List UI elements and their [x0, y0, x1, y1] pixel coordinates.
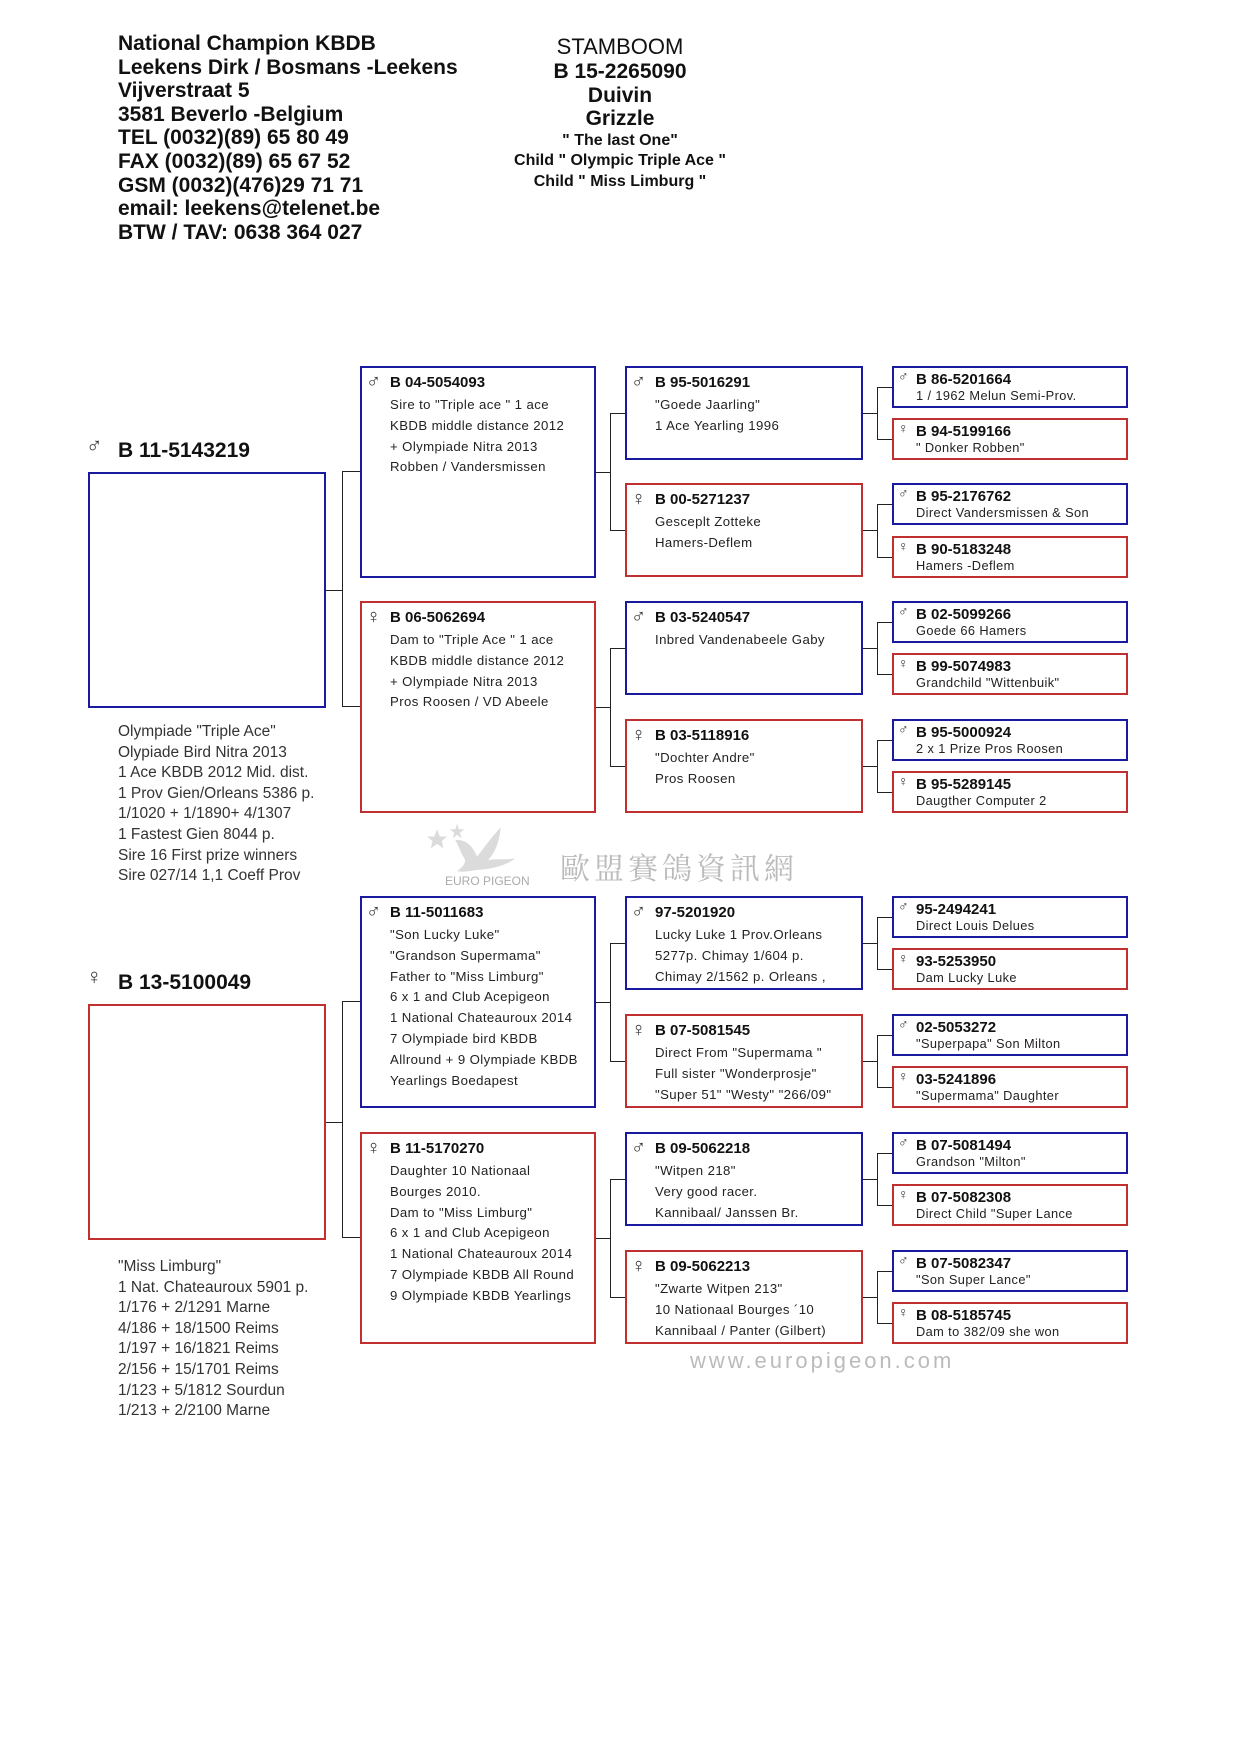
description-line: Direct Child "Super Lance: [916, 1206, 1073, 1221]
ring-number: B 06-5062694: [390, 609, 486, 626]
description-line: Direct From "Supermama ": [655, 1045, 822, 1060]
connector-line: [877, 1035, 892, 1036]
sire-note: 1 Prov Gien/Orleans 5386 p.: [118, 784, 315, 802]
description-line: 6 x 1 and Club Acepigeon: [390, 989, 550, 1005]
male-symbol-icon: ♂: [631, 371, 646, 393]
sire-note: Olypiade Bird Nitra 2013: [118, 743, 287, 761]
pigeon-card: [892, 418, 1128, 460]
connector-line: [877, 1271, 892, 1272]
ring-number: B 00-5271237: [655, 491, 751, 508]
male-symbol-icon: ♂: [631, 901, 646, 923]
connector-line: [610, 530, 625, 531]
pigeon-card: [625, 896, 863, 990]
female-symbol-icon: ♀: [898, 1068, 909, 1084]
ring-number: B 95-2176762: [916, 488, 1012, 505]
sire-notes: [118, 722, 314, 887]
male-symbol-icon: ♂: [898, 603, 909, 619]
description-line: Kannibaal/ Janssen Br.: [655, 1204, 799, 1220]
female-symbol-icon: ♀: [631, 488, 646, 510]
male-symbol-icon: ♂: [898, 1016, 909, 1032]
pigeon-card: [625, 719, 863, 813]
ring-number: B 90-5183248: [916, 541, 1012, 558]
ring-number: 93-5253950: [916, 953, 997, 970]
ring-number: B 95-5016291: [655, 374, 751, 391]
sire-note: Olympiade "Triple Ace": [118, 723, 276, 740]
connector-line: [863, 1061, 877, 1062]
pigeon-card: [625, 366, 863, 460]
pigeon-name: " The last One": [562, 131, 678, 149]
pigeon-description: [916, 1154, 1026, 1170]
pigeon-description: [655, 512, 761, 554]
pigeon-description: [916, 1088, 1059, 1104]
connector-line: [877, 674, 892, 675]
description-line: "Son Lucky Luke": [390, 927, 500, 942]
connector-line: [863, 413, 877, 414]
connector-line: [326, 590, 342, 591]
ring-number: B 02-5099266: [916, 606, 1012, 623]
breeder-names: Leekens Dirk / Bosmans -Leekens: [118, 55, 458, 79]
description-line: "Goede Jaarling": [655, 397, 761, 412]
female-symbol-icon: ♀: [898, 1186, 909, 1202]
description-line: 1 National Chateauroux 2014: [390, 1246, 573, 1262]
connector-line: [877, 622, 892, 623]
pigeon-card: [625, 1014, 863, 1108]
pigeon-description: [916, 918, 1035, 934]
male-symbol-icon: ♂: [631, 606, 646, 628]
description-line: "Son Super Lance": [916, 1272, 1031, 1287]
pigeon-description: [655, 1043, 831, 1105]
description-line: 7 Olympiade bird KBDB: [390, 1030, 538, 1046]
pigeon-description: [390, 395, 564, 478]
pigeon-description: [916, 388, 1077, 404]
connector-line: [610, 648, 625, 649]
description-line: Pros Roosen: [655, 770, 736, 786]
connector-line: [877, 1153, 892, 1154]
connector-line: [342, 1237, 360, 1238]
breeder-email: email: leekens@telenet.be: [118, 197, 381, 221]
description-line: Daughter 10 Nationaal: [390, 1163, 531, 1178]
pigeon-card: [625, 601, 863, 695]
male-symbol-icon: ♂: [631, 1137, 646, 1159]
description-line: 1 Ace Yearling 1996: [655, 417, 780, 433]
pigeon-color: Grizzle: [585, 107, 655, 130]
description-line: Lucky Luke 1 Prov.Orleans: [655, 927, 823, 942]
ring-number: B 09-5062218: [655, 1140, 751, 1157]
description-line: Robben / Vandersmissen: [390, 459, 546, 475]
pigeon-card: [892, 1066, 1128, 1108]
female-symbol-icon: ♀: [898, 420, 909, 436]
description-line: Grandchild "Wittenbuik": [916, 675, 1060, 690]
connector-line: [610, 1297, 625, 1298]
pigeon-description: [916, 793, 1047, 809]
connector-line: [877, 622, 878, 675]
dam-ring: B 13-5100049: [118, 971, 252, 994]
male-symbol-icon: ♂: [898, 1252, 909, 1268]
female-symbol-icon: ♀: [898, 538, 909, 554]
male-symbol-icon: ♂: [366, 901, 381, 923]
female-symbol-icon: ♀: [631, 1255, 646, 1277]
pigeon-description: [655, 630, 825, 651]
description-line: KBDB middle distance 2012: [390, 652, 565, 668]
ring-number: B 07-5082308: [916, 1189, 1012, 1206]
breeder-tel: TEL (0032)(89) 65 80 49: [118, 126, 349, 150]
ring-number: B 86-5201664: [916, 371, 1012, 388]
watermark-label: EURO PIGEON: [445, 874, 530, 888]
pigeon-card: [360, 366, 596, 578]
description-line: Inbred Vandenabeele Gaby: [655, 632, 825, 647]
pigeon-description: [655, 748, 755, 790]
male-symbol-icon: ♂: [898, 368, 909, 384]
pigeon-card: [892, 948, 1128, 990]
female-symbol-icon: ♀: [898, 1304, 909, 1320]
pigeon-card: [892, 1184, 1128, 1226]
pigeon-description: [916, 741, 1063, 757]
pigeon-card: [892, 536, 1128, 578]
description-line: KBDB middle distance 2012: [390, 417, 565, 433]
connector-line: [877, 387, 878, 440]
connector-line: [596, 472, 610, 473]
breeder-title: National Champion KBDB: [118, 32, 376, 55]
connector-line: [877, 1205, 892, 1206]
ring-number: B 07-5082347: [916, 1255, 1012, 1272]
pigeon-description: [655, 395, 779, 437]
female-symbol-icon: ♀: [631, 724, 646, 746]
description-line: "Zwarte Witpen 213": [655, 1281, 783, 1296]
sire-ring: B 11-5143219: [118, 439, 250, 462]
watermark-url: www.europigeon.com: [690, 1348, 955, 1373]
connector-line: [877, 740, 878, 793]
connector-line: [342, 471, 360, 472]
description-line: Hamers-Deflem: [655, 534, 753, 550]
pigeon-description: [390, 630, 564, 713]
dam-notes: [118, 1257, 308, 1422]
connector-line: [610, 1179, 625, 1180]
connector-line: [863, 1179, 877, 1180]
connector-line: [877, 1153, 878, 1206]
description-line: Dam to 382/09 she won: [916, 1324, 1060, 1339]
pigeon-card: [892, 1302, 1128, 1344]
pigeon-description: [390, 925, 578, 1091]
breeder-vat: BTW / TAV: 0638 364 027: [118, 220, 363, 244]
male-symbol-icon: ♂: [898, 898, 909, 914]
description-line: "Super 51" "Westy" "266/09": [655, 1086, 832, 1102]
connector-line: [877, 917, 878, 970]
description-line: 7 Olympiade KBDB All Round: [390, 1266, 575, 1282]
ring-number: B 08-5185745: [916, 1307, 1012, 1324]
connector-line: [877, 969, 892, 970]
pigeon-card: [892, 896, 1128, 938]
connector-line: [877, 387, 892, 388]
pigeon-card: [360, 601, 596, 813]
description-line: Father to "Miss Limburg": [390, 968, 544, 984]
pigeon-child1: Child " Olympic Triple Ace ": [514, 152, 726, 169]
connector-line: [877, 504, 892, 505]
connector-line: [877, 439, 892, 440]
description-line: 9 Olympiade KBDB Yearlings: [390, 1287, 572, 1303]
ring-number: 02-5053272: [916, 1019, 997, 1036]
pigeon-description: [655, 925, 826, 987]
connector-line: [877, 1035, 878, 1088]
description-line: Kannibaal / Panter (Gilbert): [655, 1322, 826, 1338]
connector-line: [596, 1002, 610, 1003]
pigeon-description: [916, 505, 1089, 521]
pigeon-description: [916, 1324, 1060, 1340]
ring-number: B 03-5240547: [655, 609, 751, 626]
pigeon-description: [916, 440, 1025, 456]
ring-number: B 95-5289145: [916, 776, 1012, 793]
pigeon-description: [916, 675, 1059, 691]
ring-number: B 04-5054093: [390, 374, 486, 391]
description-line: " Donker Robben": [916, 440, 1025, 455]
connector-line: [877, 557, 892, 558]
pigeon-description: [655, 1279, 826, 1341]
pigeon-card: [892, 1014, 1128, 1056]
pigeon-description: [390, 1161, 574, 1307]
pigeon-description: [916, 1036, 1061, 1052]
description-line: Bourges 2010.: [390, 1183, 481, 1199]
description-line: "Superpapa" Son Milton: [916, 1036, 1061, 1051]
watermark-chinese: 歐盟賽鴿資訊網: [560, 853, 798, 886]
female-symbol-icon: ♀: [898, 655, 909, 671]
description-line: Yearlings Boedapest: [390, 1072, 519, 1088]
connector-line: [596, 1238, 610, 1239]
dam-photo: [88, 1004, 326, 1240]
connector-line: [342, 471, 343, 707]
description-line: Goede 66 Hamers: [916, 623, 1027, 638]
connector-line: [596, 707, 610, 708]
connector-line: [863, 943, 877, 944]
description-line: 5277p. Chimay 1/604 p.: [655, 947, 804, 963]
description-line: "Grandson Supermama": [390, 947, 541, 963]
connector-line: [326, 1122, 342, 1123]
description-line: Chimay 2/1562 p. Orleans ,: [655, 968, 826, 984]
female-symbol-icon: ♀: [366, 606, 381, 628]
ring-number: B 11-5011683: [390, 904, 484, 921]
connector-line: [877, 917, 892, 918]
pigeon-card: [625, 1132, 863, 1226]
dam-note: 2/156 + 15/1701 Reims: [118, 1360, 279, 1378]
connector-line: [610, 413, 625, 414]
breeder-city: 3581 Beverlo -Belgium: [118, 102, 344, 126]
connector-line: [877, 740, 892, 741]
description-line: 1 / 1962 Melun Semi-Prov.: [916, 388, 1077, 403]
ring-number: B 03-5118916: [655, 727, 750, 744]
sire-note: 1 Fastest Gien 8044 p.: [118, 825, 275, 843]
connector-line: [863, 766, 877, 767]
pigeon-card: [892, 483, 1128, 525]
pigeon-description: [916, 1272, 1031, 1288]
connector-line: [610, 766, 625, 767]
connector-line: [342, 1001, 343, 1238]
ring-number: B 09-5062213: [655, 1258, 751, 1275]
connector-line: [863, 530, 877, 531]
connector-line: [342, 706, 360, 707]
connector-line: [877, 792, 892, 793]
ring-number: 95-2494241: [916, 901, 997, 918]
male-symbol-icon: ♂: [898, 1134, 909, 1150]
connector-line: [877, 1087, 892, 1088]
sire-note: Sire 16 First prize winners: [118, 846, 298, 864]
connector-line: [877, 1323, 892, 1324]
connector-line: [877, 504, 878, 558]
connector-line: [610, 943, 611, 1062]
female-symbol-icon: ♀: [631, 1019, 646, 1041]
sire-photo: [88, 472, 326, 708]
description-line: Direct Vandersmissen & Son: [916, 505, 1090, 520]
ring-number: B 07-5081494: [916, 1137, 1012, 1154]
breeder-gsm: GSM (0032)(476)29 71 71: [118, 173, 364, 197]
pigeon-description: [916, 970, 1017, 986]
pigeon-card: [892, 719, 1128, 761]
ring-number: B 11-5170270: [390, 1140, 485, 1157]
document-title: STAMBOOM: [556, 34, 684, 59]
description-line: Sire to "Triple ace " 1 ace: [390, 397, 549, 412]
pigeon-card: [892, 1132, 1128, 1174]
pigeon-header: [480, 34, 760, 192]
dam-note: 1/123 + 5/1812 Sourdun: [118, 1381, 285, 1399]
female-symbol-icon: ♀: [898, 773, 909, 789]
pigeon-description: [916, 1206, 1073, 1222]
ring-number: 03-5241896: [916, 1071, 997, 1088]
female-symbol-icon: ♀: [366, 1137, 381, 1159]
pigeon-description: [916, 558, 1015, 574]
pigeon-child2: Child " Miss Limburg ": [533, 172, 707, 190]
dove-watermark-icon: [418, 822, 538, 872]
ring-number: B 99-5074983: [916, 658, 1012, 675]
female-symbol-icon: ♀: [898, 950, 909, 966]
description-line: + Olympiade Nitra 2013: [390, 438, 538, 454]
description-line: 2 x 1 Prize Pros Roosen: [916, 741, 1064, 756]
pigeon-card: [360, 896, 596, 1108]
connector-line: [610, 943, 625, 944]
pigeon-card: [892, 601, 1128, 643]
ring-number: 97-5201920: [655, 904, 736, 921]
pigeon-card: [625, 1250, 863, 1344]
pigeon-card: [892, 771, 1128, 813]
dam-note: 1/197 + 16/1821 Reims: [118, 1340, 279, 1358]
breeder-info: [118, 32, 458, 244]
description-line: Daugther Computer 2: [916, 793, 1047, 808]
dam-note: 4/186 + 18/1500 Reims: [118, 1319, 279, 1337]
pigeon-card: [892, 366, 1128, 408]
description-line: "Supermama" Daughter: [916, 1088, 1059, 1103]
pigeon-description: [655, 1161, 799, 1223]
connector-line: [610, 648, 611, 767]
pigeon-card: [625, 483, 863, 577]
description-line: + Olympiade Nitra 2013: [390, 673, 538, 689]
description-line: 10 Nationaal Bourges ´10: [655, 1301, 815, 1317]
sire-note: 1/1020 + 1/1890+ 4/1307: [118, 805, 292, 823]
dam-note: 1 Nat. Chateauroux 5901 p.: [118, 1278, 309, 1296]
ring-number: B 94-5199166: [916, 423, 1012, 440]
dam-note: "Miss Limburg": [118, 1258, 222, 1275]
pigeon-description: [916, 623, 1027, 639]
description-line: Pros Roosen / VD Abeele: [390, 694, 549, 710]
description-line: 1 National Chateauroux 2014: [390, 1010, 573, 1026]
male-symbol-icon: ♂: [366, 371, 381, 393]
description-line: Dam to "Triple Ace " 1 ace: [390, 632, 554, 647]
sire-note: Sire 027/14 1,1 Coeff Prov: [118, 867, 301, 885]
female-symbol-icon: ♀: [86, 964, 103, 989]
description-line: "Dochter Andre": [655, 750, 755, 765]
dam-note: 1/176 + 2/1291 Marne: [118, 1299, 271, 1317]
description-line: Full sister "Wonderprosje": [655, 1065, 817, 1081]
pigeon-card: [892, 653, 1128, 695]
description-line: Very good racer.: [655, 1183, 758, 1199]
connector-line: [610, 1179, 611, 1298]
description-line: "Witpen 218": [655, 1163, 736, 1178]
pigeon-sex: Duivin: [587, 83, 653, 107]
description-line: Hamers -Deflem: [916, 558, 1015, 573]
dam-note: 1/213 + 2/2100 Marne: [118, 1402, 271, 1420]
connector-line: [610, 413, 611, 531]
connector-line: [877, 1271, 878, 1324]
connector-line: [342, 1001, 360, 1002]
breeder-street: Vijverstraat 5: [118, 79, 250, 103]
male-symbol-icon: ♂: [898, 721, 909, 737]
connector-line: [863, 1297, 877, 1298]
male-symbol-icon: ♂: [898, 485, 909, 501]
breeder-fax: FAX (0032)(89) 65 67 52: [118, 149, 351, 173]
pigeon-card: [360, 1132, 596, 1344]
description-line: Gesceplt Zotteke: [655, 514, 762, 529]
description-line: 6 x 1 and Club Acepigeon: [390, 1225, 550, 1241]
description-line: Allround + 9 Olympiade KBDB: [390, 1051, 578, 1067]
description-line: Dam to "Miss Limburg": [390, 1204, 533, 1220]
male-symbol-icon: ♂: [86, 433, 103, 458]
connector-line: [610, 1061, 625, 1062]
ring-number: B 07-5081545: [655, 1022, 751, 1039]
pigeon-ring: B 15-2265090: [553, 60, 687, 83]
connector-line: [863, 648, 877, 649]
pigeon-card: [892, 1250, 1128, 1292]
ring-number: B 95-5000924: [916, 724, 1012, 741]
description-line: Direct Louis Delues: [916, 918, 1035, 933]
description-line: Grandson "Milton": [916, 1154, 1026, 1169]
sire-note: 1 Ace KBDB 2012 Mid. dist.: [118, 764, 309, 782]
description-line: Dam Lucky Luke: [916, 970, 1017, 985]
